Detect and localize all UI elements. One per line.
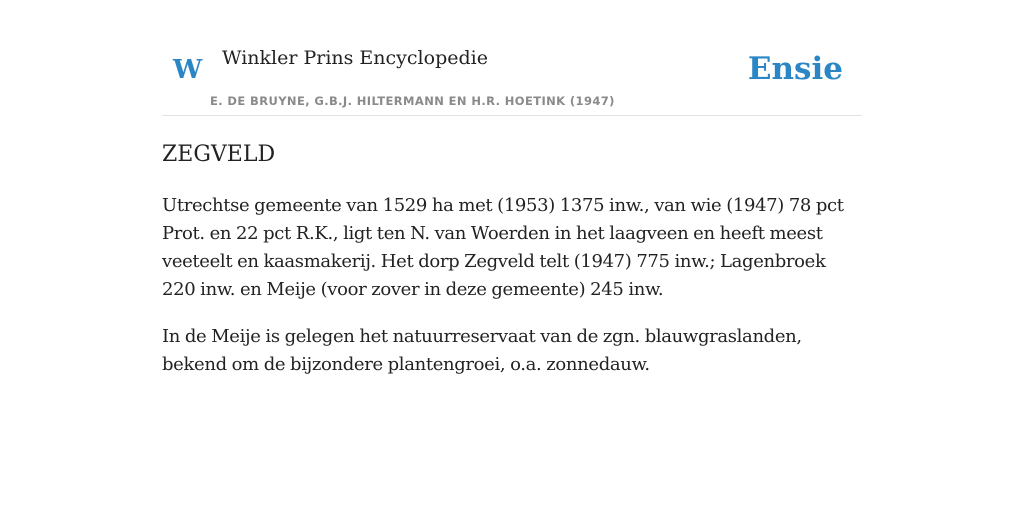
book-authors: E. DE BRUYNE, G.B.J. HILTERMANN EN H.R. HOETINK (1947) [210, 94, 615, 108]
entry-body [162, 192, 862, 398]
entry-paragraph: In de Meije is gelegen het natuurreservaat van de zgn. blauwgraslanden, bekend om de bijzondere plantengroei, o.a. zonnedauw. [162, 326, 802, 375]
book-header [162, 0, 862, 116]
book-logo-w[interactable]: W [173, 55, 203, 85]
ensie-logo-link[interactable]: Ensie [747, 51, 843, 87]
entry-title: ZEGVELD [162, 142, 276, 167]
entry-paragraph: Utrechtse gemeente van 1529 ha met (1953) 1375 inw., van wie (1947) 78 pct Prot. en 22 pct R.K., ligt ten N. van Woerden in het laagveen en heeft meest veeteelt en kaasmakerij. Het dorp Zegveld telt (1947) 775 inw.; Lagenbroek 220 inw. en Meije (voor zover in deze gemeente) 245 inw. [162, 195, 844, 300]
book-title-link[interactable]: Winkler Prins Encyclopedie [222, 47, 488, 69]
page [162, 0, 862, 512]
